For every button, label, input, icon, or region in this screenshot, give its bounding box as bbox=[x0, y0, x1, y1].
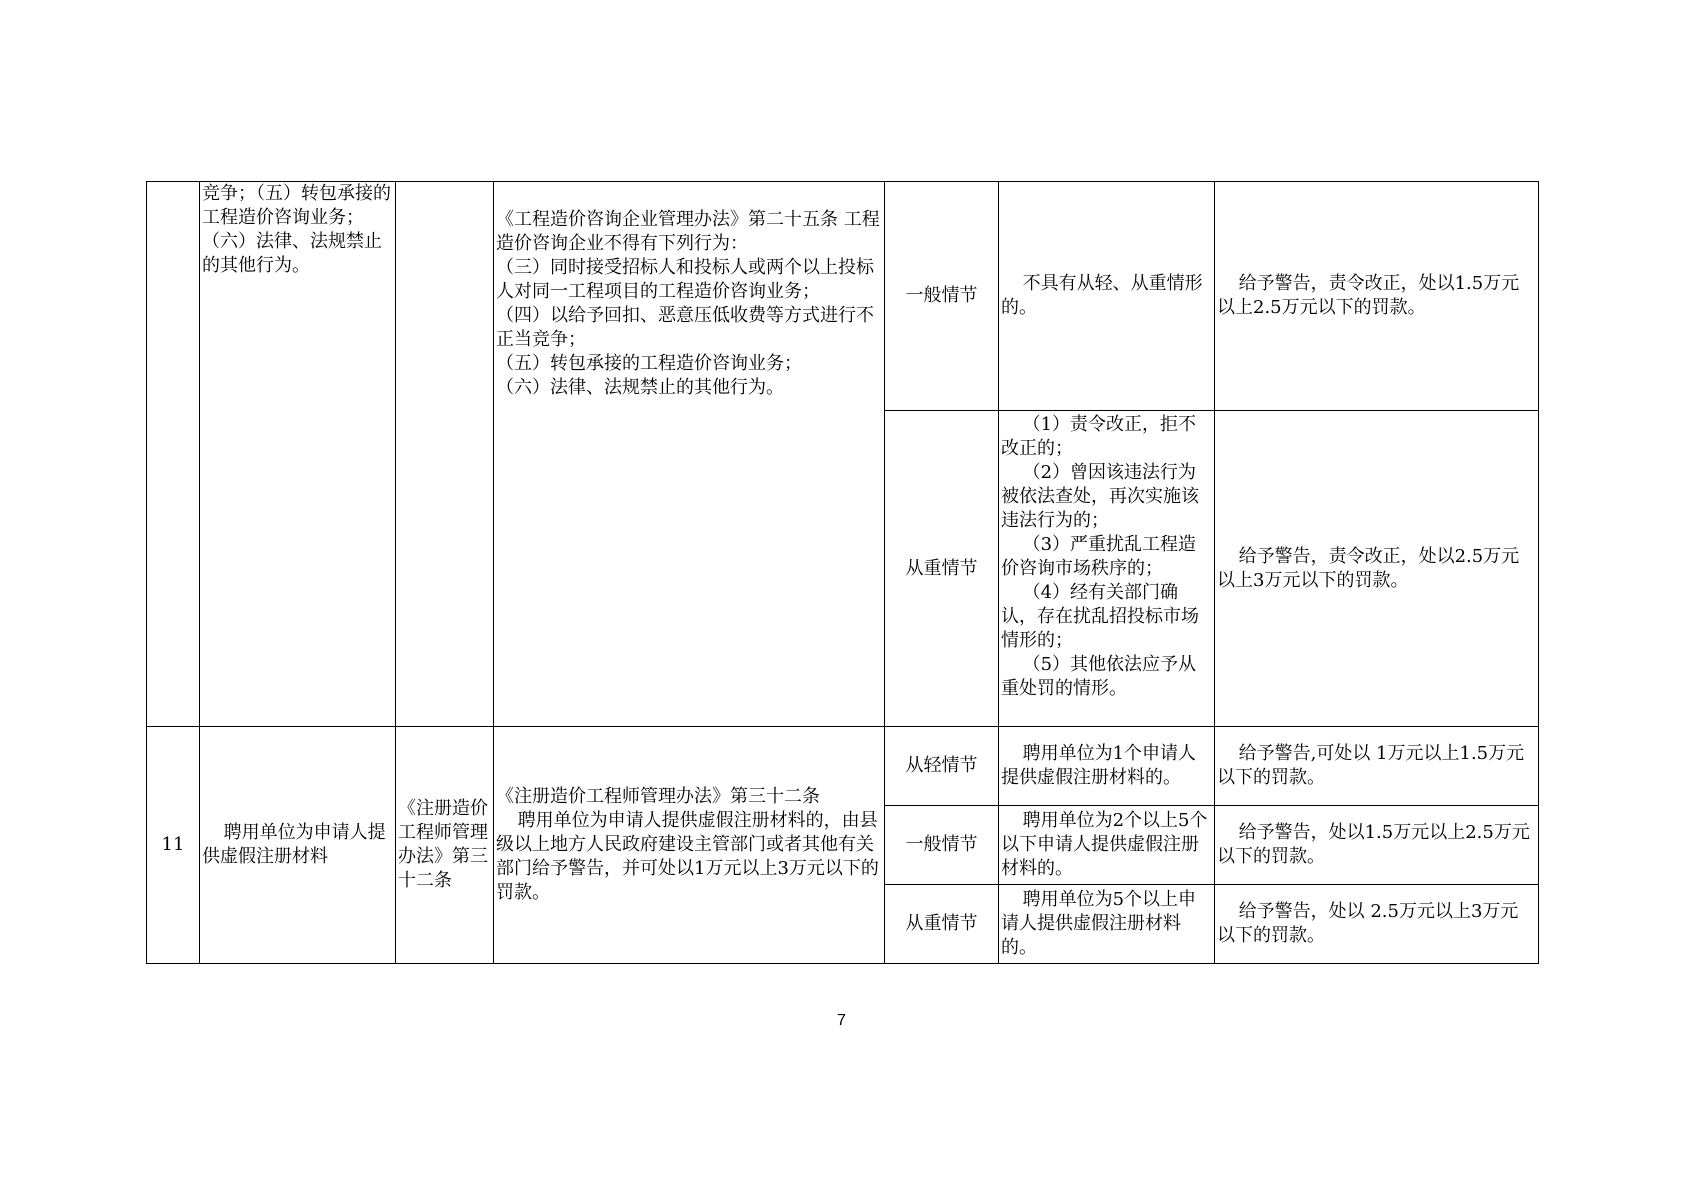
penalty-text: 给予警告,可处以 1万元以上1.5万元以下的罚款。 bbox=[1217, 743, 1525, 788]
circumstance-cell bbox=[999, 411, 1215, 727]
penalty-text: 给予警告，处以1.5万元以上2.5万元以下的罚款。 bbox=[1217, 822, 1530, 867]
circumstance-text: 聘用单位为2个以上5个以下申请人提供虚假注册材料的。 bbox=[1001, 810, 1208, 879]
penalty-cell bbox=[1215, 806, 1539, 885]
behavior-cell bbox=[200, 727, 396, 964]
circumstance-cell bbox=[999, 806, 1215, 885]
provision-paragraph: （五）转包承接的工程造价咨询业务； bbox=[496, 353, 802, 374]
circumstance-text: （5）其他依法应予从重处罚的情形。 bbox=[1001, 654, 1197, 699]
penalty-text: 给予警告，责令改正，处以2.5万元以上3万元以下的罚款。 bbox=[1217, 545, 1520, 591]
circumstance-text: （4）经有关部门确认，存在扰乱招投标市场情形的； bbox=[1001, 582, 1199, 651]
level-cell bbox=[885, 182, 999, 411]
circumstance-cell bbox=[999, 182, 1215, 411]
legal-basis-text: 《注册造价工程师管理办法》第三十二条 bbox=[398, 798, 488, 891]
level-cell bbox=[885, 727, 999, 806]
circumstance-text: （1）责令改正，拒不改正的； bbox=[1001, 414, 1197, 459]
level-label: 一般情节 bbox=[905, 834, 978, 855]
level-cell bbox=[885, 885, 999, 964]
penalty-text: 给予警告，责令改正，处以1.5万元以上2.5万元以下的罚款。 bbox=[1217, 273, 1520, 318]
circumstance-text: （3）严重扰乱工程造价咨询市场秩序的； bbox=[1001, 534, 1197, 579]
penalty-table bbox=[146, 181, 1539, 964]
circumstance-text: 聘用单位为1个申请人提供虚假注册材料的。 bbox=[1001, 743, 1197, 788]
penalty-cell bbox=[1215, 885, 1539, 964]
provision-paragraph: （三）同时接受招标人和投标人或两个以上投标人对同一工程项目的工程造价咨询业务； bbox=[496, 257, 874, 302]
level-label: 从轻情节 bbox=[905, 755, 978, 776]
circumstance-cell bbox=[999, 885, 1215, 964]
circumstance-text: 不具有从轻、从重情形的。 bbox=[1001, 273, 1203, 318]
provision-paragraph: （四）以给予回扣、恶意压低收费等方式进行不正当竞争； bbox=[496, 305, 874, 350]
table-row bbox=[147, 182, 1539, 411]
page-number: 7 bbox=[837, 1012, 846, 1029]
row-number: 11 bbox=[161, 834, 185, 855]
provision-paragraph: （六）法律、法规禁止的其他行为。 bbox=[496, 377, 784, 398]
table-row bbox=[147, 727, 1539, 806]
row-number-cell bbox=[147, 182, 200, 727]
level-label: 一般情节 bbox=[905, 285, 978, 306]
penalty-cell bbox=[1215, 182, 1539, 411]
legal-basis-cell bbox=[396, 182, 494, 727]
circumstance-text: （2）曾因该违法行为被依法查处，再次实施该违法行为的； bbox=[1001, 462, 1199, 531]
level-cell bbox=[885, 411, 999, 727]
circumstance-text: 聘用单位为5个以上申请人提供虚假注册材料的。 bbox=[1001, 889, 1197, 958]
penalty-text: 给予警告，处以 2.5万元以上3万元以下的罚款。 bbox=[1217, 901, 1519, 946]
provision-cell bbox=[494, 182, 885, 727]
penalty-cell bbox=[1215, 727, 1539, 806]
legal-basis-cell bbox=[396, 727, 494, 964]
circumstance-cell bbox=[999, 727, 1215, 806]
behavior-text: 聘用单位为申请人提供虚假注册材料 bbox=[202, 822, 386, 867]
provision-cell bbox=[494, 727, 885, 964]
row-number-cell bbox=[147, 727, 200, 964]
provision-paragraph: 《注册造价工程师管理办法》第三十二条 bbox=[496, 786, 820, 807]
provision-paragraph: 聘用单位为申请人提供虚假注册材料的，由县级以上地方人民政府建设主管部门或者其他有关部门给予警告，并可处以1万元以上3万元以下的罚款。 bbox=[496, 810, 879, 903]
behavior-text: 竞争；（五）转包承接的工程造价咨询业务；（六）法律、法规禁止的其他行为。 bbox=[202, 183, 391, 276]
provision-paragraph: 《工程造价咨询企业管理办法》第二十五条 工程造价咨询企业不得有下列行为： bbox=[496, 209, 880, 254]
level-label: 从重情节 bbox=[905, 557, 978, 579]
behavior-cell bbox=[200, 182, 396, 727]
level-cell bbox=[885, 806, 999, 885]
penalty-cell bbox=[1215, 411, 1539, 727]
level-label: 从重情节 bbox=[905, 913, 978, 934]
